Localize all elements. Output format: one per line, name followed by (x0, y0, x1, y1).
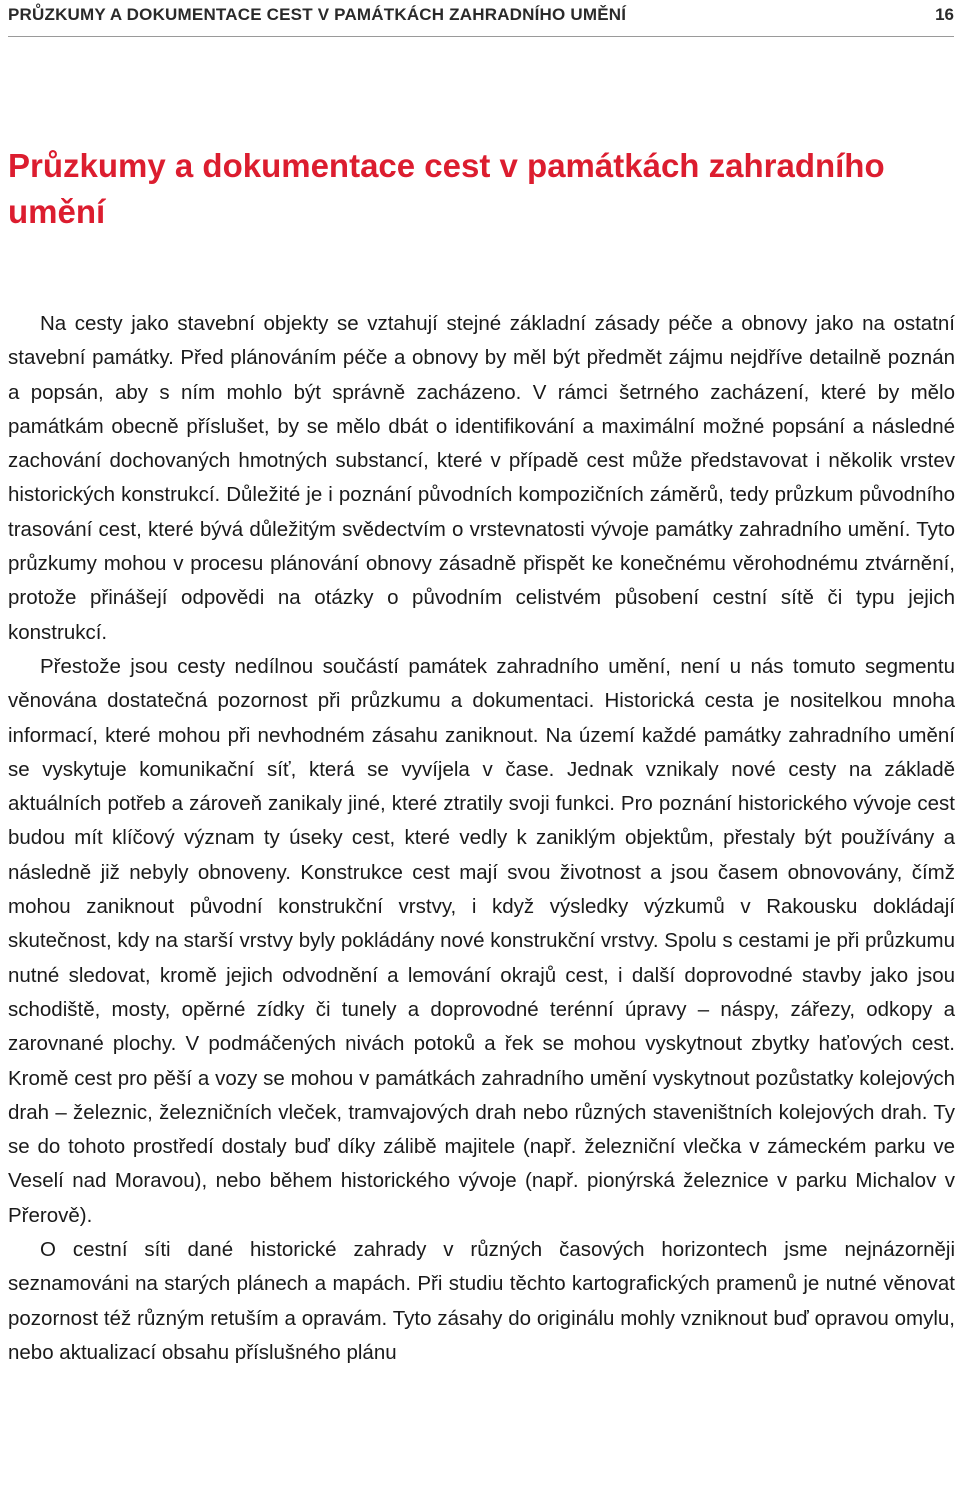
running-title: PRŮZKUMY A DOKUMENTACE CEST V PAMÁTKÁCH ZAHRADNÍHO UMĚNÍ (8, 5, 627, 24)
body-text (8, 307, 955, 1370)
running-header (8, 0, 954, 37)
paragraph: Na cesty jako stavební objekty se vztahují stejné základní zásady péče a obnovy jako na ostatní stavební památky. Před plánováním péče a obnovy by měl být předmět zájmu nejdříve detailně poznán a popsán, aby s ním mohlo být správně zacházeno. V rámci šetrného zacházení, které by mělo památkám obecně příslušet, by se mělo dbát o identifikování a maximální možné popsání a následné zachování dochovaných hmotných substancí, které v případě cest může představovat i několik vrstev historických konstrukcí. Důležité je i poznání původních kompozičních záměrů, tedy průzkum původního trasování cest, které bývá důležitým svědectvím o vrstevnatosti vývoje památky zahradního umění. Tyto průzkumy mohou v procesu plánování obnovy zásadně přispět ke konečnému věrohodnému ztvárnění, protože přinášejí odpovědi na otázky o původním celistvém působení cestní sítě či typu jejich konstrukcí. (8, 312, 955, 644)
page-number: 16 (935, 5, 954, 24)
paragraph: Přestože jsou cesty nedílnou součástí památek zahradního umění, není u nás tomuto segmentu věnována dostatečná pozornost při průzkumu a dokumentaci. Historická cesta je nositelkou mnoha informací, které mohou při nevhodném zásahu zaniknout. Na území každé památky zahradního umění se vyskytuje komunikační síť, která se vyvíjela v čase. Jednak vznikaly nové cesty na základě aktuálních potřeb a zároveň zanikaly jiné, které ztratily svoji funkci. Pro poznání historického vývoje cest budou mít klíčový význam ty úseky cest, které vedly k zaniklým objektům, přestaly být používány a následně již nebyly obnoveny. Konstrukce cest mají svou životnost a jsou časem obnovovány, čímž mohou zaniknout původní konstrukční vrstvy, i když výsledky výzkumů v Rakousku dokládají skutečnost, kdy na starší vrstvy byly pokládány nové konstrukční vrstvy. Spolu s cestami je při průzkumu nutné sledovat, kromě jejich odvodnění a lemování okrajů cest, i další doprovodné stavby jako jsou schodiště, mosty, opěrné zídky či tunely a doprovodné terénní úpravy – náspy, zářezy, odkopy a zarovnané plochy. V podmáčených nivách potoků a řek se mohou vyskytnout zbytky haťových cest. Kromě cest pro pěší a vozy se mohou v památkách zahradního umění vyskytnout pozůstatky kolejových drah – železnic, železničních vleček, tramvajových drah nebo různých staveništních kolejových drah. Ty se do tohoto prostředí dostaly buď díky zálibě majitele (např. železniční vlečka v zámeckém parku ve Veselí nad Moravou), nebo během historického vývoje (např. pionýrská železnice v parku Michalov v Přerově). (8, 654, 955, 1227)
paragraph: O cestní síti dané historické zahrady v různých časových horizontech jsme nejnázorněji seznamováni na starých plánech a mapách. Při studiu těchto kartografických pramenů je nutné věnovat pozornost též různým retuším a opravám. Tyto zásahy do originálu mohly vzniknout buď opravou omylu, nebo aktualizací obsahu příslušného plánu (8, 1238, 955, 1364)
chapter-title: Průzkumy a dokumentace cest v památkách zahradního umění (8, 147, 885, 230)
